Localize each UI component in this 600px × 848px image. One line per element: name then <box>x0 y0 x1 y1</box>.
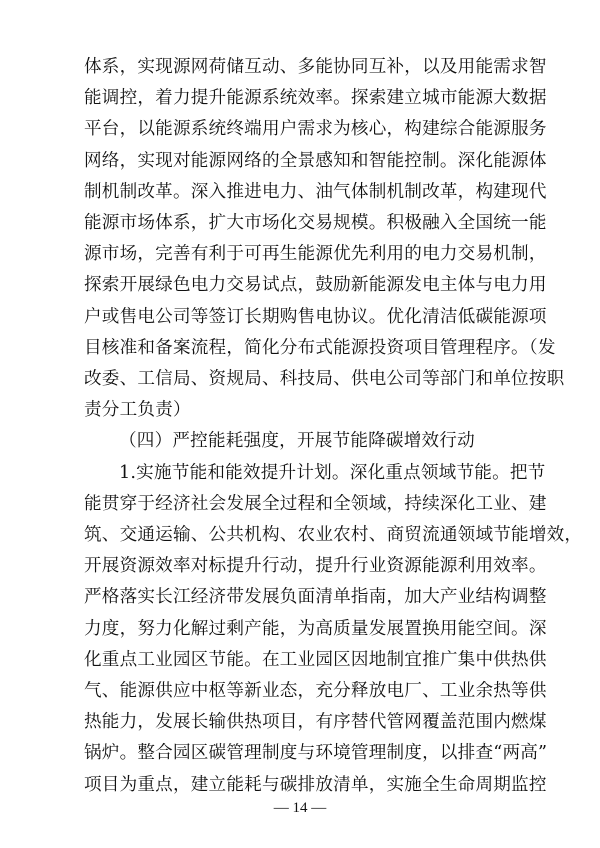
body-line: 能源市场体系，扩大市场化交易规模。积极融入全国统一能 <box>84 213 547 233</box>
body-line: 气、能源供应中枢等新业态，充分释放电厂、工业余热等供 <box>84 681 547 701</box>
body-line: 制机制改革。深入推进电力、油气体制机制改革，构建现代 <box>84 181 547 202</box>
body-line: 筑、交通运输、公共机构、农业农村、商贸流通领域节能增效， <box>84 525 583 545</box>
body-line: 热能力，发展长输供热项目，有序替代管网覆盖范围内燃煤 <box>84 712 547 733</box>
body-line: 开展资源效率对标提升行动，提升行业资源能源利用效率。 <box>84 556 547 577</box>
body-line: 目核准和备案流程，简化分布式能源投资项目管理程序。（发 <box>84 337 556 358</box>
body-line: 网络，实现对能源网络的全景感知和智能控制。深化能源体 <box>84 150 547 171</box>
body-line: 锅炉。整合园区碳管理制度与环境管理制度，以排查“两高” <box>84 743 548 764</box>
page-number: — 14 — <box>273 800 327 816</box>
body-line: 探索开展绿色电力交易试点，鼓励新能源发电主体与电力用 <box>84 275 547 296</box>
body-line: 力度，努力化解过剩产能，为高质量发展置换用能空间。深 <box>84 618 547 639</box>
body-line: 能贯穿于经济社会发展全过程和全领域，持续深化工业、建 <box>84 493 547 514</box>
body-line: 化重点工业园区节能。在工业园区因地制宜推广集中供热供 <box>84 649 547 670</box>
body-line: 项目为重点，建立能耗与碳排放清单，实施全生命周期监控 <box>84 774 547 795</box>
body-line: 责分工负责） <box>84 400 191 421</box>
body-line: 能调控，着力提升能源系统效率。探索建立城市能源大数据 <box>84 88 547 109</box>
body-line: 严格落实长江经济带发展负面清单指南，加大产业结构调整 <box>84 587 547 608</box>
body-line: 1.实施节能和能效提升计划。深化重点领域节能。把节 <box>119 462 546 483</box>
body-line: 户或售电公司等签订长期购售电协议。优化清洁低碳能源项 <box>84 306 547 327</box>
section-heading: （四）严控能耗强度，开展节能降碳增效行动 <box>119 431 475 452</box>
body-line: 改委、工信局、资规局、科技局、供电公司等部门和单位按职 <box>84 369 565 389</box>
body-line: 体系，实现源网荷储互动、多能协同互补，以及用能需求智 <box>84 57 547 77</box>
body-line: 平台，以能源系统终端用户需求为核心，构建综合能源服务 <box>84 119 547 140</box>
body-line: 源市场，完善有利于可再生能源优先利用的电力交易机制， <box>84 244 547 265</box>
